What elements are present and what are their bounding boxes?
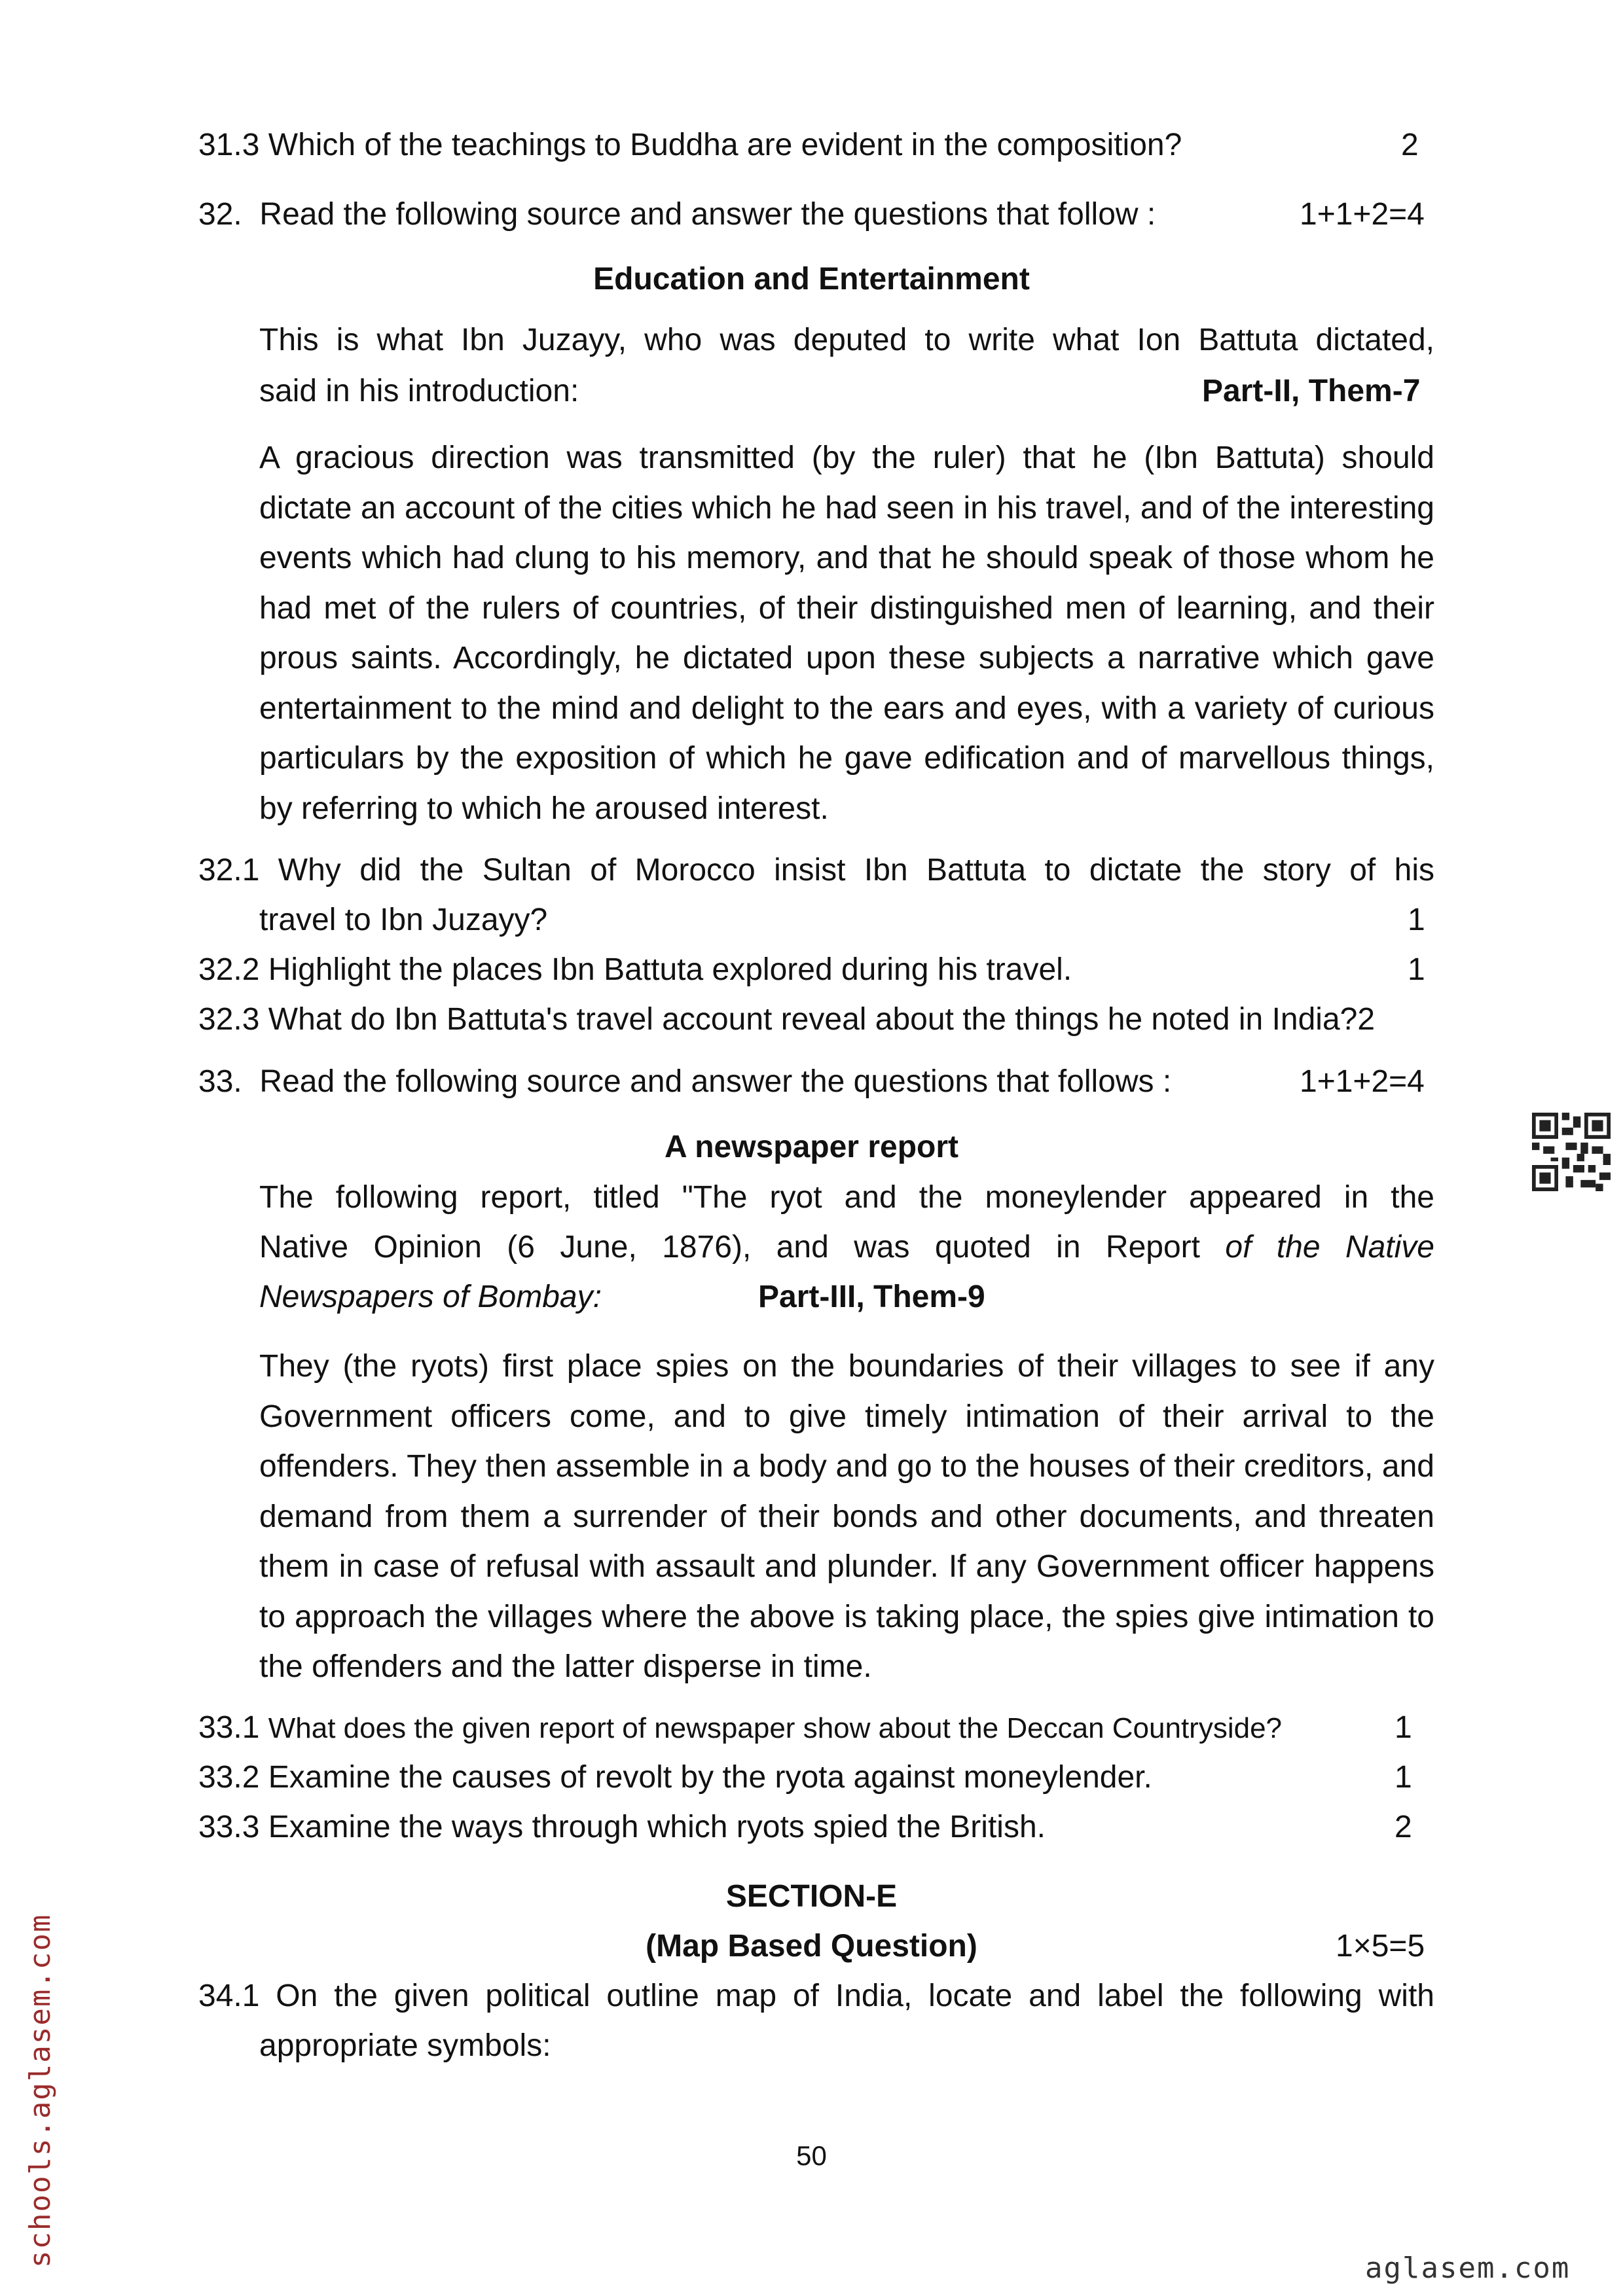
bottom-watermark: aglasem.com: [1365, 2251, 1571, 2285]
q32-1-marks: 1: [1408, 903, 1425, 937]
q32-source-title: Education and Entertainment: [593, 262, 1030, 296]
q32-3-text: 32.3 What do Ibn Battuta's travel account reveal about the things he noted in India?2: [198, 1002, 1376, 1037]
q32-intro-line1: This is what Ibn Juzayy, who was deputed to write what Ion Battuta dictated,: [259, 323, 1434, 357]
qr-code-icon: [1532, 1113, 1611, 1191]
q33-intro-line1: The following report, titled "The ryot and the moneylender appeared in the: [259, 1180, 1434, 1215]
side-watermark: schools.aglasem.com: [24, 1913, 57, 2268]
q34-1-line1: 34.1 On the given political outline map of India, locate and label the following with: [198, 1979, 1434, 2013]
q33-1-marks: 1: [1395, 1710, 1412, 1745]
q33-2-text: 33.2 Examine the causes of revolt by the ryota against moneylender.: [198, 1760, 1152, 1795]
q31-3-text: 31.3 Which of the teachings to Buddha are evident in the composition?: [198, 128, 1182, 162]
q33-source-paragraph: They (the ryots) first place spies on the boundaries of their villages to see if any Government officers come, and to give timely intimation of their arrival to the offenders. They then assemble in a body and go to the houses of their creditors, and demand from them a surrender of their bonds and other documents, and threaten them in case of refusal with assault and plunder. If any Government officer happens to approach the villages where the above is taking place, the spies give intimation to the offenders and the latter disperse in time.: [259, 1349, 1434, 1684]
q33-part-label: Part-III, Them-9: [758, 1280, 985, 1314]
q33-2-marks: 1: [1395, 1760, 1412, 1795]
q32-2-text: 32.2 Highlight the places Ibn Battuta explored during his travel.: [198, 952, 1072, 987]
q33-3-marks: 2: [1395, 1810, 1412, 1844]
q33-1-text: [198, 1708, 1282, 1748]
q32-intro-line2: said in his introduction:: [259, 374, 579, 408]
q32-1-line2: travel to Ibn Juzayy?: [259, 903, 548, 937]
q32-2-marks: 1: [1408, 952, 1425, 987]
q33-intro-line2: [259, 1228, 1434, 1267]
q33-1-num: 33.1: [198, 1710, 260, 1745]
q33-text: 33. Read the following source and answer the questions that follows :: [198, 1064, 1172, 1099]
q33-intro-line2-b: of the Native: [1225, 1230, 1435, 1265]
q32-marks: 1+1+2=4: [1300, 197, 1425, 232]
q32-1-line1: 32.1 Why did the Sultan of Morocco insist Ibn Battuta to dictate the story of his: [198, 853, 1434, 888]
q33-intro-line3: Newspapers of Bombay:: [259, 1280, 602, 1314]
section-e-marks: 1×5=5: [1336, 1929, 1425, 1964]
q33-marks: 1+1+2=4: [1300, 1064, 1425, 1099]
q33-1-question: What does the given report of newspaper show about the Deccan Countryside?: [268, 1712, 1283, 1744]
q34-1-line2: appropriate symbols:: [259, 2028, 551, 2063]
section-e-subtitle: (Map Based Question): [646, 1929, 977, 1964]
q33-3-text: 33.3 Examine the ways through which ryots spied the British.: [198, 1810, 1046, 1844]
page-number: 50: [796, 2140, 827, 2171]
q33-intro-line2-a: Native Opinion (6 June, 1876), and was quoted in Report: [259, 1230, 1226, 1265]
q33-source-title: A newspaper report: [665, 1130, 958, 1164]
q32-text: 32. Read the following source and answer the questions that follow :: [198, 197, 1156, 232]
section-e-title: SECTION-E: [725, 1879, 898, 1914]
q32-part-label: Part-II, Them-7: [1202, 374, 1421, 408]
q32-source-paragraph: A gracious direction was transmitted (by the ruler) that he (Ibn Battuta) should dictate an account of the cities which he had seen in his travel, and of the interesting events which had clung to his memory, and that he should speak of those whom he had met of the rulers of countries, of their distinguished men of learning, and their prous saints. Accordingly, he dictated upon these subjects a narrative which gave entertainment to the mind and delight to the ears and eyes, with a variety of curious particulars by the exposition of which he gave edification and of marvellous things, by referring to which he aroused interest.: [259, 440, 1434, 826]
q31-3-marks: 2: [1401, 128, 1419, 162]
